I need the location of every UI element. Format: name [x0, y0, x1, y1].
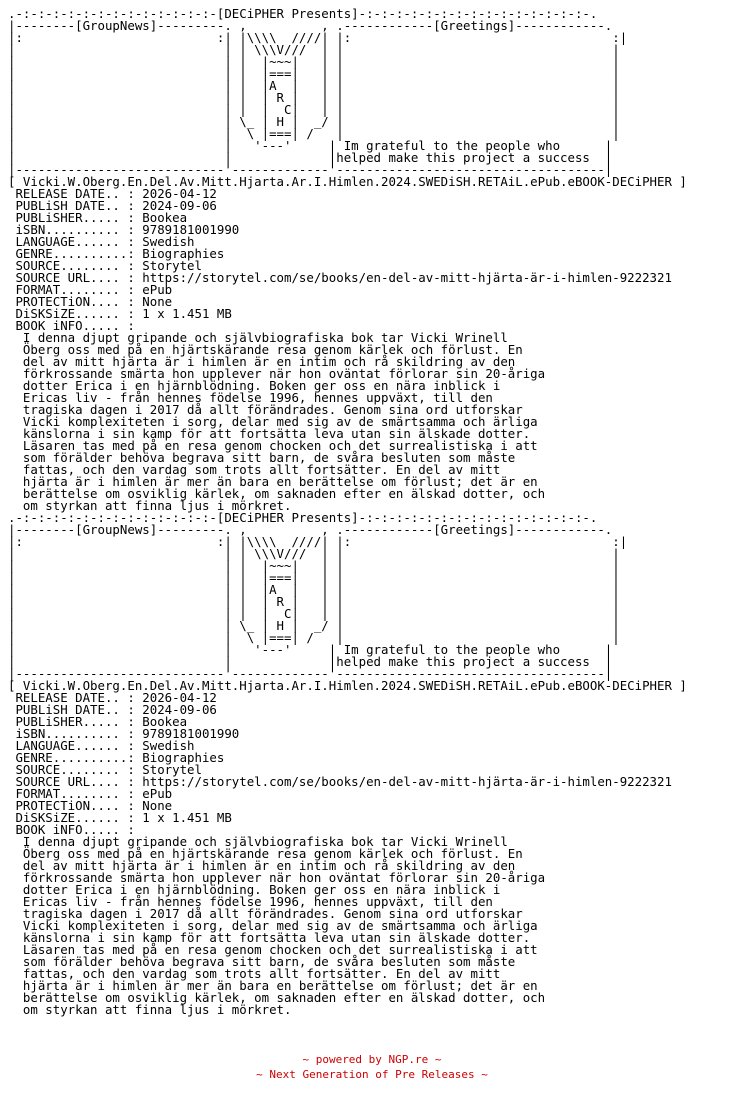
footer-powered-by: ~ powered by NGP.re ~ [302, 1053, 442, 1066]
footer-tagline: ~ Next Generation of Pre Releases ~ [256, 1068, 488, 1081]
nfo-text: .-:-:-:-:-:-:-:-:-:-:-:-:-:-[DECiPHER Presents]-:-:-:-:-:-:-:-:-:-:-:-:-:-:-:-. |--------[GroupNews]---------. , , .------------[Greetings]------------. |: :| |\\\\ ////| |: :| | | | \\\V/// | | | | | | |~~~| | | | | | | |===| | | | | | | |A | | | | | | | | R | | | | | | | | C| | | | | | \_ | H | _/ | | | | \ |===| / | | | | '---' | Im grateful to the people who | | | |helped make this project a success | |----------------------------'-------------'------------------------------------| [ Vicki.W.Oberg.En.Del.Av.Mitt.Hjarta.Ar.I.Himlen.2024.SWEDiSH.RETAiL.ePub.eBOOK-DECiPHER ] RELEASE DATE.. : 2026-04-12 PUBLiSH DATE.. : 2024-09-06 PUBLiSHER..... : Bookea iSBN.......... : 9789181001990 LANGUAGE...... : Swedish GENRE..........: Biographies SOURCE........ : Storytel SOURCE URL.... : https://storytel.com/se/books/en-del-av-mitt-hjärta-är-i-himlen-9222321 FORMAT........ : ePub PROTECTiON.... : None DiSKSiZE...... : 1 x 1.451 MB BOOK iNFO..... : I denna djupt gripande och självbiografiska bok tar Vicki Wrinell Öberg oss med på en hjärtskärande resa genom kärlek och förlust. En del av mitt hjärta är i himlen är en intim och rå skildring av den förkrossande smärta hon upplever när hon oväntat förlorar sin 20-åriga dotter Erica i en hjärnblödning. Boken ger oss en nära inblick i Ericas liv - från hennes födelse 1996, hennes uppväxt, till den tragiska dagen i 2017 då allt förändrades. Genom sina ord utforskar Vicki komplexiteten i sorg, delar med sig av de smärtsamma och ärliga känslorna i sin kamp för att fortsätta leva utan sin älskade dotter. Läsaren tas med på en resa genom chocken och det surrealistiska i att som förälder behöva begrava sitt barn, de svåra besluten som måste fattas, och den vardag som trots allt fortsätter. En del av mitt hjärta är i himlen är mer än bara en berättelse om förlust; det är en berättelse om osviklig kärlek, om saknaden efter en älskad dotter, och om styrkan att finna ljus i mörkret. .-:-:-:-:-:-:-:-:-:-:-:-:-:-[DECiPHER Presents]-:-:-:-:-:-:-:-:-:-:-:-:-:-:-:-. |--------[GroupNews]---------. , , .------------[Greetings]------------. |: :| |\\\\ ////| |: :| | | | \\\V/// | | | | | | |~~~| | | | | | | |===| | | | | | | |A | | | | | | | | R | | | | | | | | C| | | | | | \_ | H | _/ | | | | \ |===| / | | | | '---' | Im grateful to the people who | | | |helped make this project a success | |----------------------------'-------------'------------------------------------| [ Vicki.W.Oberg.En.Del.Av.Mitt.Hjarta.Ar.I.Himlen.2024.SWEDiSH.RETAiL.ePub.eBOOK-DECiPHER ] RELEASE DATE.. : 2026-04-12 PUBLiSH DATE.. : 2024-09-06 PUBLiSHER..... : Bookea iSBN.......... : 9789181001990 LANGUAGE...... : Swedish GENRE..........: Biographies SOURCE........ : Storytel SOURCE URL.... : https://storytel.com/se/books/en-del-av-mitt-hjärta-är-i-himlen-9222321 FORMAT........ : ePub PROTECTiON.... : None DiSKSiZE...... : 1 x 1.451 MB BOOK iNFO..... : I denna djupt gripande och självbiografiska bok tar Vicki Wrinell Öberg oss med på en hjärtskärande resa genom kärlek och förlust. En del av mitt hjärta är i himlen är en intim och rå skildring av den förkrossande smärta hon upplever när hon oväntat förlorar sin 20-åriga dotter Erica i en hjärnblödning. Boken ger oss en nära inblick i Ericas liv - från hennes födelse 1996, hennes uppväxt, till den tragiska dagen i 2017 då allt förändrades. Genom sina ord utforskar Vicki komplexiteten i sorg, delar med sig av de smärtsamma och ärliga känslorna i sin kamp för att fortsätta leva utan sin älskade dotter. Läsaren tas med på en resa genom chocken och det surrealistiska i att som förälder behöva begrava sitt barn, de svåra besluten som måste fattas, och den vardag som trots allt fortsätter. En del av mitt hjärta är i himlen är mer än bara en berättelse om förlust; det är en berättelse om osviklig kärlek, om saknaden efter en älskad dotter, och om styrkan att finna ljus i mörkret. [8, 6, 687, 1017]
